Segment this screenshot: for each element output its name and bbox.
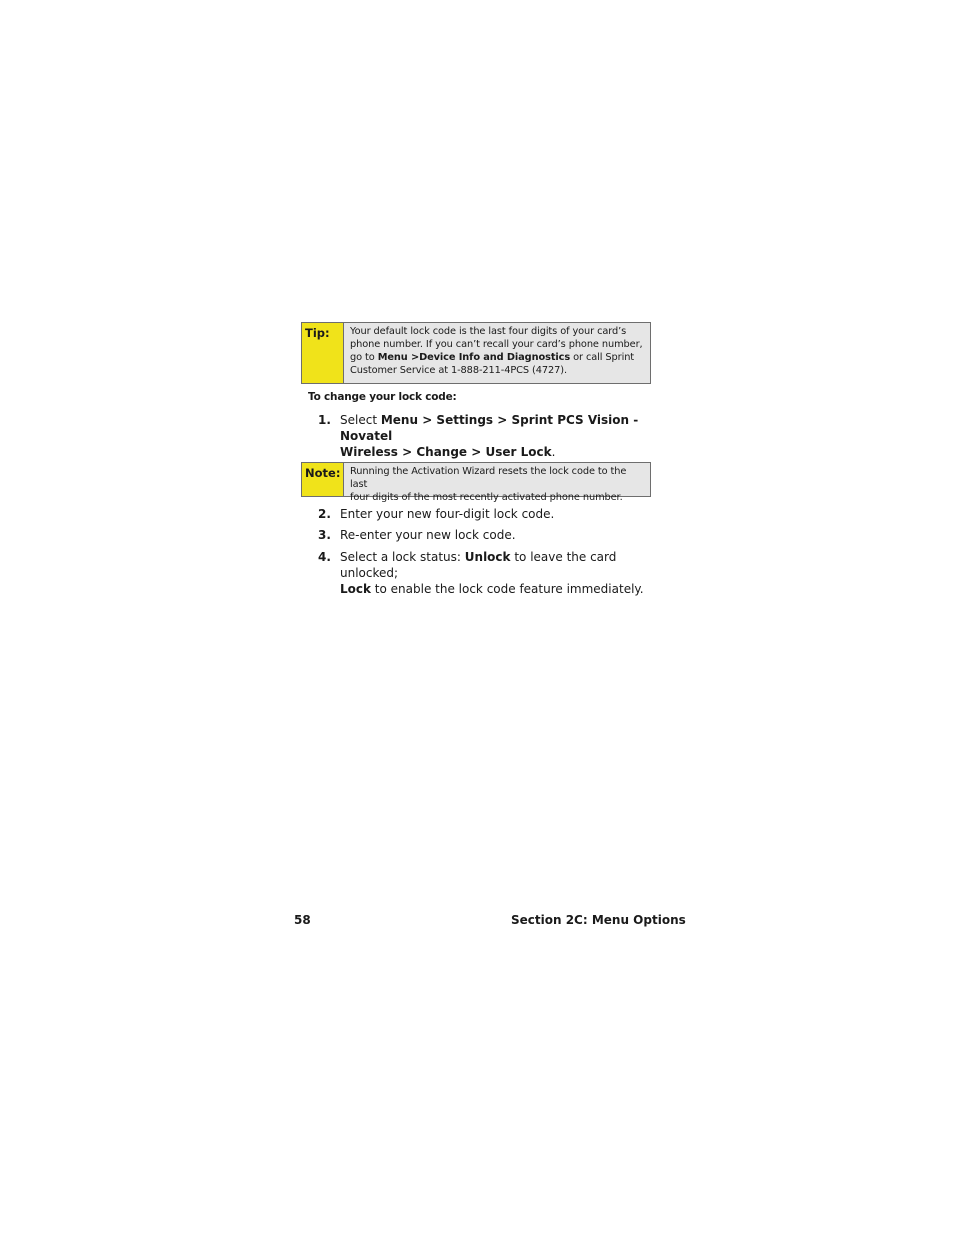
step-4-number: 4. (318, 550, 331, 564)
tip-body (344, 323, 650, 383)
section-title: Section 2C: Menu Options (511, 913, 686, 927)
step-1-number: 1. (318, 413, 331, 427)
step-4-pre: Select a lock status: (340, 550, 465, 564)
step-3-text: Re-enter your new lock code. (340, 528, 516, 542)
tip-line-2: phone number. If you can’t recall your card’s phone number, (350, 339, 643, 350)
tip-label: Tip: (302, 323, 344, 383)
step-3-number: 3. (318, 528, 331, 542)
step-1-path-part-1: Menu > Settings > Sprint PCS Vision - Novatel (340, 413, 639, 443)
note-callout (301, 462, 651, 503)
note-label: Note: (302, 463, 344, 496)
step-1-text (340, 412, 658, 460)
procedure-heading: To change your lock code: (308, 391, 457, 403)
tip-line-3 (350, 351, 646, 364)
tip-line-4: Customer Service at 1-888-211-4PCS (4727). (350, 365, 568, 376)
step-1-path-part-2: Wireless > Change > User Lock (340, 445, 552, 459)
tip-menu-path: Device Info and Diagnostics (419, 352, 571, 363)
page-number: 58 (294, 913, 311, 927)
tip-menu-separator: > (407, 352, 420, 363)
step-4-lock-option: Lock (340, 582, 371, 596)
step-1-pre: Select (340, 413, 381, 427)
step-2-number: 2. (318, 507, 331, 521)
note-body (344, 463, 650, 503)
tip-menu-text: Menu (377, 352, 408, 363)
tip-callout (301, 322, 651, 384)
tip-line-3-post: or call Sprint (570, 352, 635, 363)
step-4-post: to enable the lock code feature immediately. (370, 582, 644, 596)
step-4-unlock-option: Unlock (464, 550, 511, 564)
step-4-mid: to leave the card unlocked; (340, 550, 617, 580)
note-line-2: four digits of the most recently activated phone number. (350, 492, 623, 503)
step-1 (318, 412, 658, 459)
note-line-1: Running the Activation Wizard resets the lock code to the last (350, 466, 627, 490)
tip-line-1: Your default lock code is the last four digits of your card’s (350, 326, 627, 337)
step-1-post: . (551, 445, 556, 459)
step-2-text: Enter your new four-digit lock code. (340, 507, 555, 521)
tip-line-3-pre: go to (350, 352, 378, 363)
step-4-text (340, 549, 658, 597)
